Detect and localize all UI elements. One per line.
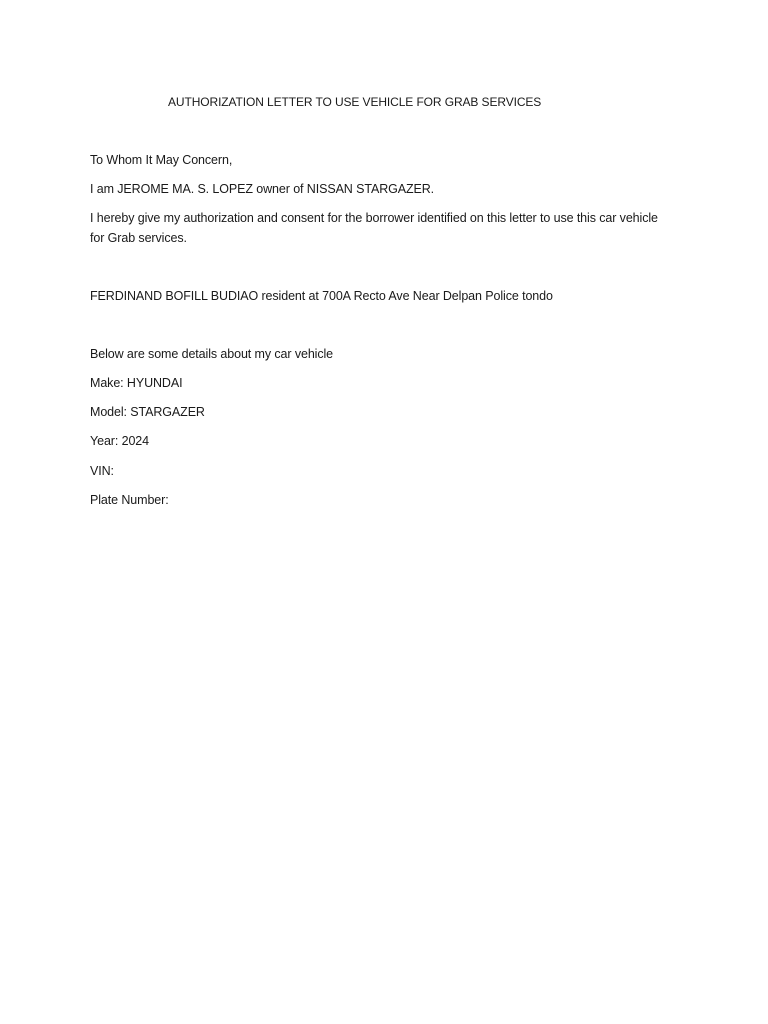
consent-statement: I hereby give my authorization and consent for the borrower identified on this letter to use this car vehicle for Grab services. [90,211,658,245]
letter-title: AUTHORIZATION LETTER TO USE VEHICLE FOR GRAB SERVICES [168,95,542,109]
detail-plate-number: Plate Number: [90,493,169,507]
details-intro: Below are some details about my car vehicle [90,347,334,361]
detail-year: Year: 2024 [90,434,150,448]
borrower-statement: FERDINAND BOFILL BUDIAO resident at 700A Recto Ave Near Delpan Police tondo [90,289,553,303]
detail-model: Model: STARGAZER [90,405,205,419]
salutation: To Whom It May Concern, [90,153,233,167]
detail-make: Make: HYUNDAI [90,376,183,390]
owner-statement: I am JEROME MA. S. LOPEZ owner of NISSAN STARGAZER. [90,182,435,196]
detail-vin: VIN: [90,464,114,478]
